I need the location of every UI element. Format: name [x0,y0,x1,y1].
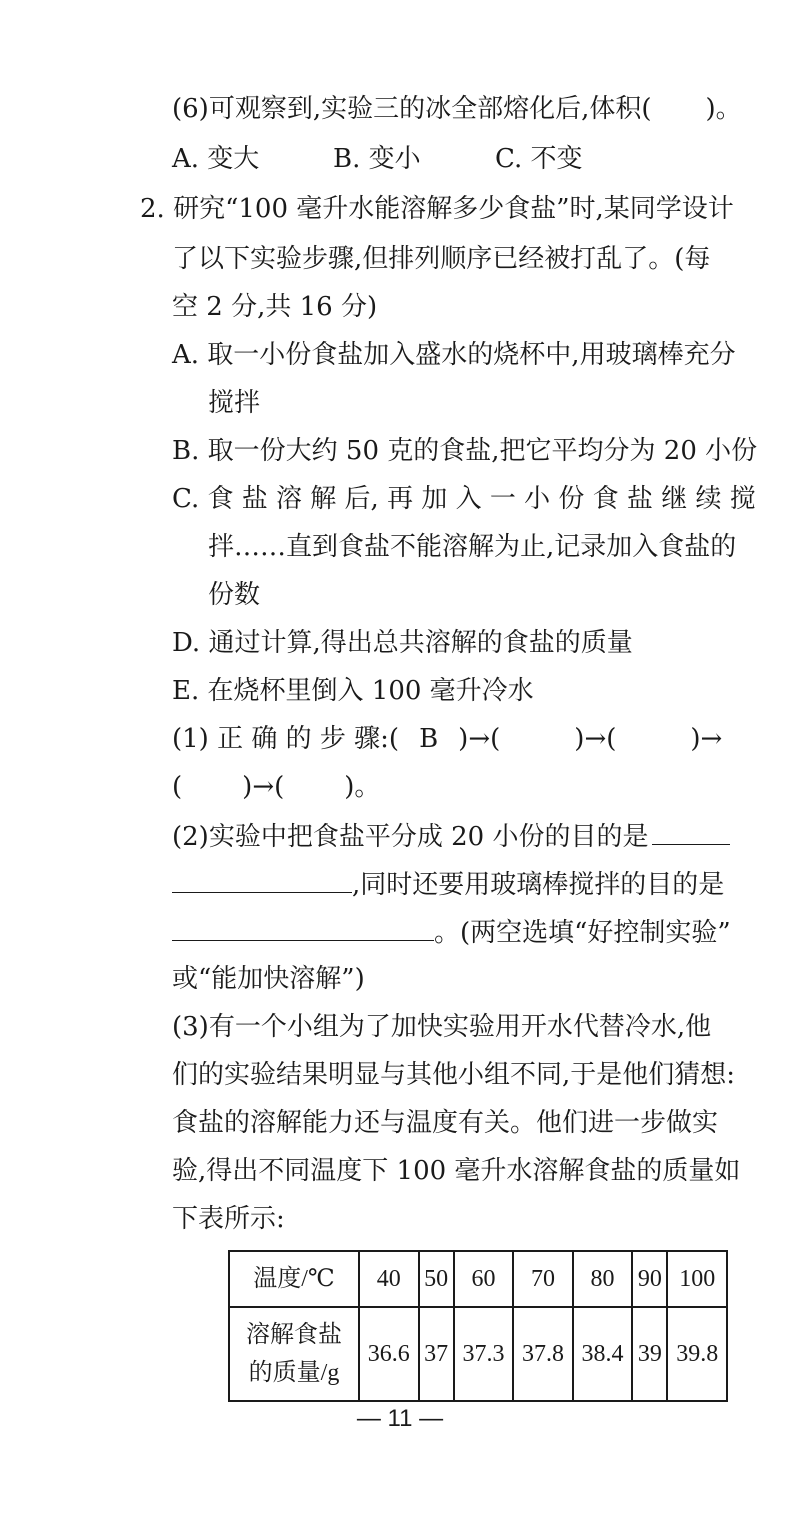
sub3-line5: 下表所示: [172,1204,285,1234]
table-cell-temp: 60 [454,1251,514,1307]
table-header-mass-line2: 的质量/g [248,1360,340,1386]
sub1-prefix: (1) 正 确 的 步 骤:( [172,724,400,754]
table-cell-mass: 37 [419,1307,454,1401]
sub1-open-2: ( [490,724,501,754]
sub1-close-4: ) [242,772,253,802]
sub1-close-2: ) [574,724,585,754]
table-cell-mass: 37.3 [454,1307,514,1401]
sub1-end: 。 [354,772,381,802]
table-cell-temp: 90 [632,1251,667,1307]
table-cell-temp: 50 [419,1251,454,1307]
sub3-line1: (3)有一个小组为了加快实验用开水代替冷水,他 [172,1012,712,1042]
step-c-line1: C. 食 盐 溶 解 后, 再 加 入 一 小 份 食 盐 继 续 搅 [172,484,756,514]
sub1-open-4: ( [172,772,183,802]
sub3-line4: 验,得出不同温度下 100 毫升水溶解食盐的质量如 [172,1156,741,1186]
sub2-line1 [172,818,730,854]
sub1-close-1: ) [458,724,469,754]
table-cell-mass: 37.8 [513,1307,573,1401]
sub2-line1-text: (2)实验中把食盐平分成 20 小份的目的是 [172,822,649,852]
q6-stem [172,92,742,126]
sub1-open-3: ( [606,724,617,754]
sub3-line2: 们的实验结果明显与其他小组不同,于是他们猜想: [172,1060,736,1090]
table-cell-mass: 36.6 [359,1307,419,1401]
sub1-line1 [172,722,722,756]
table-cell-temp: 70 [513,1251,573,1307]
q2-intro-line1: 2. 研究“100 毫升水能溶解多少食盐”时,某同学设计 [140,194,734,224]
sub2-line2-text: ,同时还要用玻璃棒搅拌的目的是 [352,870,725,900]
sub1-arrow-1: → [468,724,491,754]
page-number: — 11 — [356,1405,444,1432]
q2-intro-line3: 空 2 分,共 16 分) [172,292,378,322]
table-cell-temp: 80 [573,1251,633,1307]
answer-blank-1-cont[interactable] [172,866,352,893]
table-cell-temp: 100 [667,1251,727,1307]
table-cell-temp: 40 [359,1251,419,1307]
sub1-arrow-4: → [252,772,275,802]
table-header-mass-line1: 溶解食盐 [246,1322,342,1348]
step-e: E. 在烧杯里倒入 100 毫升冷水 [172,676,534,706]
sub2-line2 [172,866,724,902]
q6-option-c: C. 不变 [495,144,583,174]
q2-intro-line2: 了以下实验步骤,但排列顺序已经被打乱了。(每 [172,244,711,274]
step-a-line1: A. 取一小份食盐加入盛水的烧杯中,用玻璃棒充分 [172,340,736,370]
step-a-line2: 搅拌 [208,388,261,418]
q6-option-b: B. 变小 [333,144,421,174]
solubility-table [228,1250,728,1402]
answer-blank-2[interactable] [172,914,434,941]
sub2-line4: 或“能加快溶解”) [172,964,365,994]
sub3-line3: 食盐的溶解能力还与温度有关。他们进一步做实 [172,1108,719,1138]
sub1-line2 [172,770,380,804]
answer-blank-1[interactable] [652,818,730,845]
table-cell-mass: 39 [632,1307,667,1401]
q6-stem-before: (6)可观察到,实验三的冰全部熔化后,体积( [172,94,652,124]
step-c-line3: 份数 [208,580,261,610]
step-d: D. 通过计算,得出总共溶解的食盐的质量 [172,628,633,658]
sub1-open-5: ( [274,772,285,802]
table-header-mass [229,1307,359,1401]
sub1-arrow-2: → [584,724,607,754]
step-c-line2: 拌……直到食盐不能溶解为止,记录加入食盐的 [208,532,737,562]
sub2-line3 [172,914,731,950]
table-cell-mass: 39.8 [667,1307,727,1401]
table-row-mass [229,1307,727,1401]
table-header-temperature: 温度/℃ [229,1251,359,1307]
table-row-temperature [229,1251,727,1307]
sub1-close-5: ) [344,772,355,802]
q6-stem-after: )。 [705,94,742,124]
sub1-arrow-3: → [700,724,723,754]
sub1-close-3: ) [690,724,701,754]
step-b: B. 取一份大约 50 克的食盐,把它平均分为 20 小份 [172,436,758,466]
sub1-answer: B [419,724,439,754]
table-cell-mass: 38.4 [573,1307,633,1401]
q6-option-a: A. 变大 [172,144,260,174]
sub2-line3-text: 。(两空选填“好控制实验” [434,918,731,948]
